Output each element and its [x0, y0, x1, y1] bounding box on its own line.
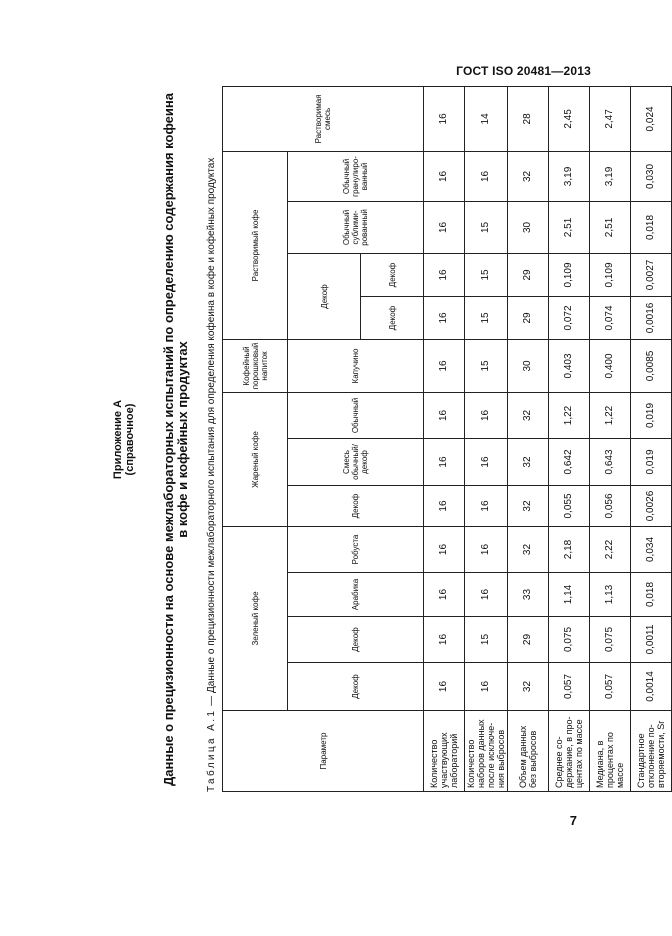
- row-label: Стандартное отклонение по- вторяемости, Sr: [631, 711, 672, 792]
- table-cell: 16: [465, 663, 508, 711]
- table-cell: 0,109: [590, 253, 631, 296]
- table-cell: 16: [424, 439, 465, 486]
- header-col: Капучино: [288, 339, 424, 392]
- header-col: Обычный гранулиро- ванный: [288, 151, 424, 201]
- table-cell: 1,22: [590, 392, 631, 438]
- table-cell: 16: [424, 253, 465, 296]
- header-col: Декоф: [361, 253, 424, 296]
- table-cell: 1,22: [549, 392, 590, 438]
- table-cell: 0,0014: [631, 663, 672, 711]
- table-cell: 0,0026: [631, 486, 672, 527]
- table-row: [631, 86, 672, 791]
- header-col: Обычный сублими- рованный: [288, 201, 424, 253]
- table-cell: 15: [465, 617, 508, 663]
- standard-code: ГОСТ ISO 20481—2013: [456, 64, 591, 78]
- header-green-coffee: Зеленый кофе: [223, 527, 288, 711]
- header-decaf-group: Декоф: [288, 253, 361, 339]
- header-powder-drink: Кофейный порошковый напиток: [223, 339, 288, 392]
- table-cell: 0,030: [631, 151, 672, 201]
- table-row: [424, 86, 465, 791]
- table-cell: 16: [465, 392, 508, 438]
- table-cell: 0,019: [631, 439, 672, 486]
- table-cell: 15: [465, 296, 508, 339]
- table-cell: 0,056: [590, 486, 631, 527]
- table-cell: 15: [465, 253, 508, 296]
- header-col: Декоф: [288, 663, 424, 711]
- row-label: Медиана, в процентах по массе: [590, 711, 631, 792]
- table-caption-lead: Таблица А.1: [206, 708, 217, 792]
- table-cell: 0,642: [549, 439, 590, 486]
- header-roasted-coffee: Жареный кофе: [223, 392, 288, 526]
- table-cell: 0,055: [549, 486, 590, 527]
- table-cell: 0,643: [590, 439, 631, 486]
- appendix-heading: [112, 87, 136, 792]
- table-cell: 15: [465, 201, 508, 253]
- header-col: Обычный: [288, 392, 424, 438]
- table-cell: 16: [424, 617, 465, 663]
- document-title-line1: Данные о прецизионности на основе межлабораторных испытаний по определению содержания кофеина: [161, 93, 176, 786]
- document-title-line2: в кофе и кофейных продуктах: [175, 341, 190, 538]
- table-cell: 0,074: [590, 296, 631, 339]
- table-cell: 0,403: [549, 339, 590, 392]
- header-col: Декоф: [288, 486, 424, 527]
- table-row: [549, 86, 590, 791]
- table-cell: 16: [424, 486, 465, 527]
- appendix-label: Приложение А: [112, 399, 124, 480]
- table-cell: 32: [508, 151, 549, 201]
- table-cell: 16: [465, 486, 508, 527]
- table-cell: 16: [424, 296, 465, 339]
- table-cell: 0,0085: [631, 339, 672, 392]
- table-cell: 28: [508, 86, 549, 151]
- table-caption-text: — Данные о прецизионности межлабораторного испытания для определения кофеина в кофе и кофейных продуктах: [206, 157, 217, 709]
- header-param: Параметр: [223, 711, 424, 792]
- appendix-type: (справочное): [124, 403, 136, 476]
- table-cell: 16: [465, 527, 508, 573]
- table-cell: 32: [508, 439, 549, 486]
- header-col: Декоф: [288, 617, 424, 663]
- table-cell: 16: [424, 527, 465, 573]
- table-row: [465, 86, 508, 791]
- table-cell: 2,45: [549, 86, 590, 151]
- table-cell: 0,075: [549, 617, 590, 663]
- header-col: Арабика: [288, 573, 424, 617]
- document-title: [162, 87, 190, 792]
- table-cell: 0,075: [590, 617, 631, 663]
- table-cell: 15: [465, 339, 508, 392]
- table-cell: 32: [508, 527, 549, 573]
- table-cell: 0,0016: [631, 296, 672, 339]
- table-cell: 16: [465, 573, 508, 617]
- table-cell: 0,018: [631, 573, 672, 617]
- table-cell: 16: [424, 86, 465, 151]
- table-cell: 0,0027: [631, 253, 672, 296]
- table-cell: 16: [424, 663, 465, 711]
- table-cell: 0,057: [590, 663, 631, 711]
- table-cell: 32: [508, 486, 549, 527]
- row-label: Количество наборов данных после исключе- ния выбросов: [465, 711, 508, 792]
- table-cell: 29: [508, 617, 549, 663]
- row-label: Количество участвующих лабораторий: [424, 711, 465, 792]
- table-cell: 30: [508, 339, 549, 392]
- table-cell: 3,19: [590, 151, 631, 201]
- table-cell: 0,024: [631, 86, 672, 151]
- table-cell: 32: [508, 663, 549, 711]
- table-cell: 16: [465, 151, 508, 201]
- table-cell: 30: [508, 201, 549, 253]
- rotated-content: [112, 87, 666, 792]
- table-row: [508, 86, 549, 791]
- table-cell: 16: [424, 201, 465, 253]
- header-instant-coffee: Растворимый кофе: [223, 151, 288, 339]
- table-body: [424, 86, 672, 791]
- table-cell: 33: [508, 573, 549, 617]
- table-cell: 0,072: [549, 296, 590, 339]
- header-col: Декоф: [361, 296, 424, 339]
- row-label: Среднее со- держание, в про- центах по массе: [549, 711, 590, 792]
- table-cell: 0,019: [631, 392, 672, 438]
- table-cell: 29: [508, 253, 549, 296]
- table-cell: 0,057: [549, 663, 590, 711]
- table-cell: 2,51: [590, 201, 631, 253]
- row-label: Объем данных без выбросов: [508, 711, 549, 792]
- table-cell: 16: [465, 439, 508, 486]
- table-cell: 2,47: [590, 86, 631, 151]
- precision-table: [222, 86, 672, 792]
- table-cell: 3,19: [549, 151, 590, 201]
- table-cell: 0,109: [549, 253, 590, 296]
- table-cell: 0,018: [631, 201, 672, 253]
- table-cell: 2,22: [590, 527, 631, 573]
- table-cell: 32: [508, 392, 549, 438]
- table-cell: 1,13: [590, 573, 631, 617]
- table-cell: 29: [508, 296, 549, 339]
- table-cell: 2,18: [549, 527, 590, 573]
- table-caption: [206, 87, 218, 792]
- table-cell: 14: [465, 86, 508, 151]
- table-cell: 2,51: [549, 201, 590, 253]
- table-cell: 16: [424, 339, 465, 392]
- table-cell: 16: [424, 392, 465, 438]
- header-col: Смесь обычный/ декоф: [288, 439, 424, 486]
- header-soluble-mix: Растворимая смесь: [223, 86, 424, 151]
- table-row: [590, 86, 631, 791]
- table-cell: 16: [424, 573, 465, 617]
- page-number: 7: [569, 813, 577, 828]
- header-col: Робуста: [288, 527, 424, 573]
- table-cell: 1,14: [549, 573, 590, 617]
- table-cell: 16: [424, 151, 465, 201]
- table-cell: 0,034: [631, 527, 672, 573]
- table-cell: 0,400: [590, 339, 631, 392]
- table-cell: 0,0011: [631, 617, 672, 663]
